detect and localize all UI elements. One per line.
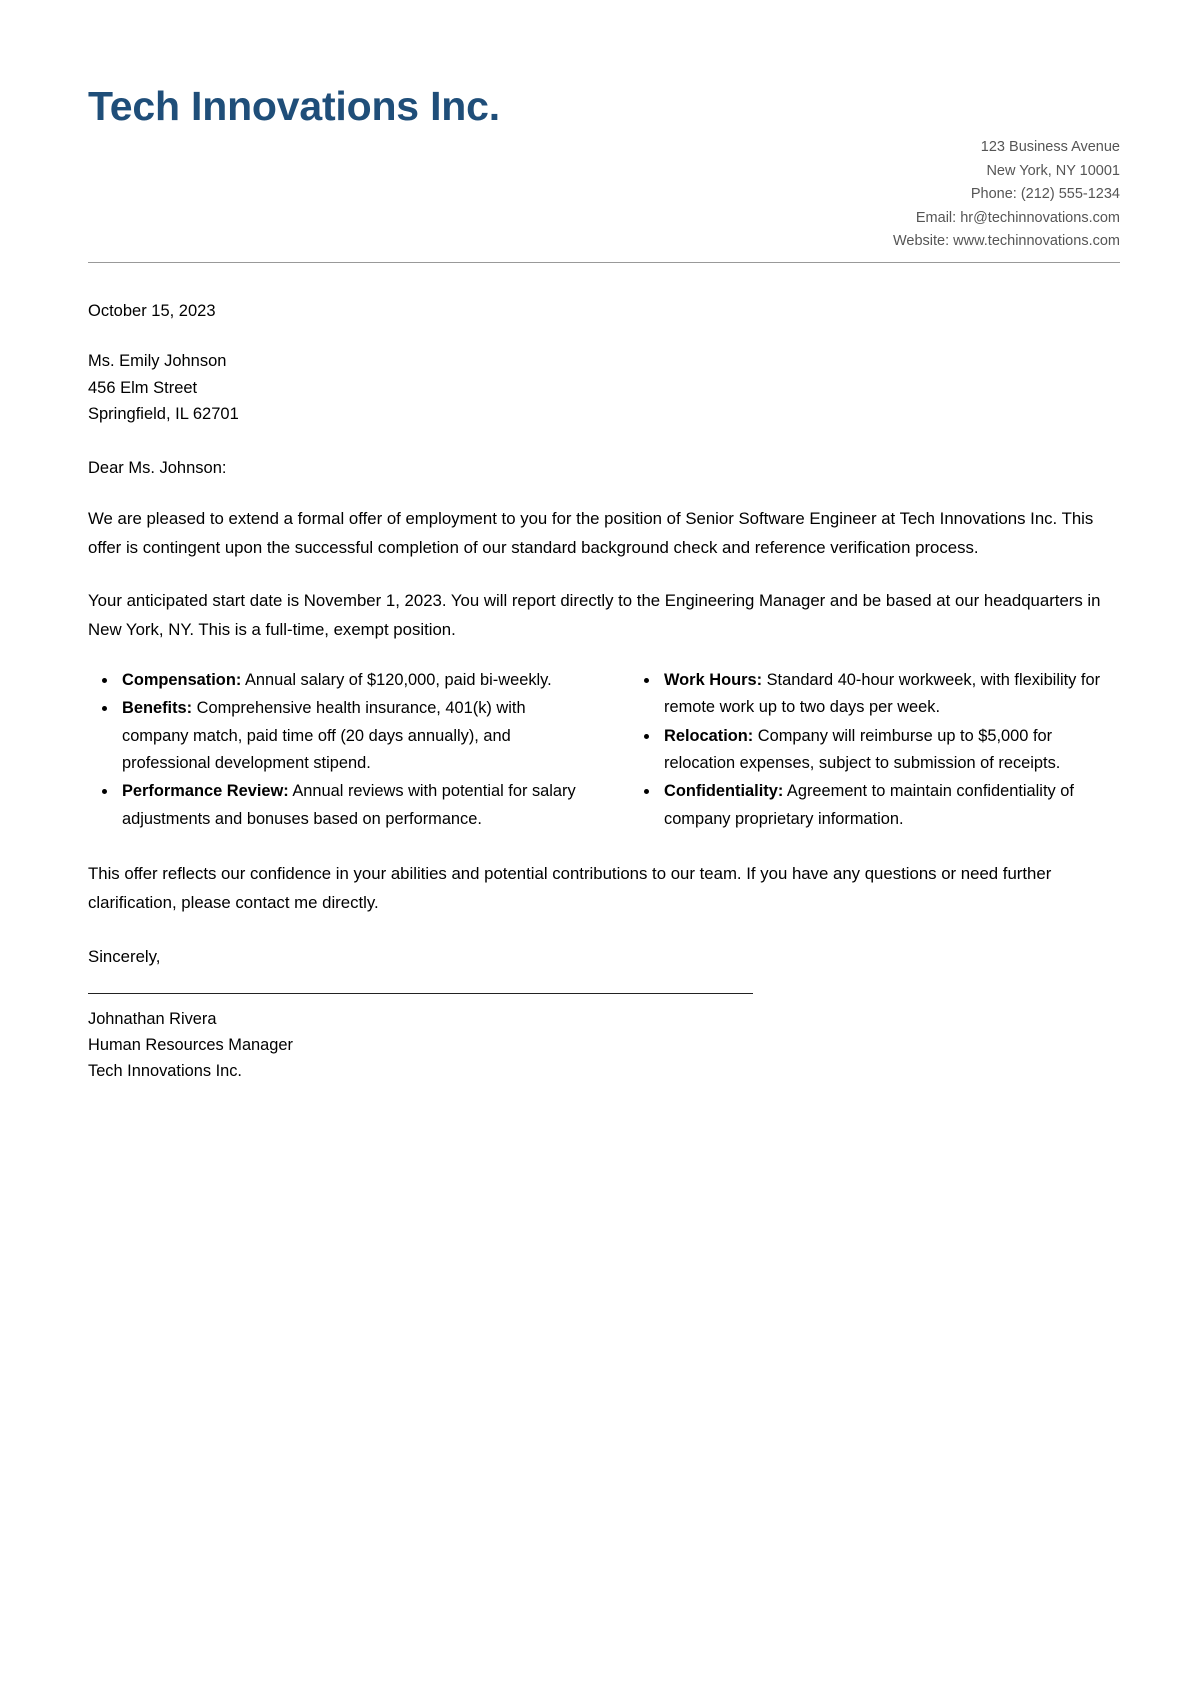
body-paragraph-2: Your anticipated start date is November 1, 2023. You will report directly to the Engineering Manager and be based at our headquarters in New York, NY. This is a full-time, exempt position. (88, 591, 1101, 639)
signatory-title: Human Resources Manager (88, 1036, 293, 1055)
term-text: Agreement to maintain confidentiality of company proprietary information. (664, 782, 1074, 828)
recipient-name: Ms. Emily Johnson (88, 351, 227, 370)
recipient-address (88, 348, 1120, 428)
company-name: Tech Innovations Inc. (88, 83, 500, 129)
contact-address-line: 123 Business Avenue (980, 138, 1120, 155)
contact-city-line: New York, NY 10001 (986, 162, 1120, 179)
body-paragraph-1: We are pleased to extend a formal offer of employment to you for the position of Senior Software Engineer at Tech Innovations Inc. This offer is contingent upon the successful completion of our standard background check and reference verification process. (88, 509, 1094, 558)
list-item (118, 667, 578, 694)
sign-off: Sincerely, (88, 947, 161, 967)
term-text: Annual reviews with potential for salary adjustments and bonuses based on performance. (122, 782, 576, 828)
list-item (118, 778, 578, 833)
term-text: Standard 40-hour workweek, with flexibility for remote work up to two days per week. (664, 670, 1101, 717)
letter-date: October 15, 2023 (88, 302, 216, 321)
letterhead (88, 72, 1120, 263)
term-label: Benefits: (122, 699, 193, 718)
signature-block (88, 993, 1120, 1085)
signatory-details (88, 1006, 1120, 1085)
header-divider (88, 262, 1120, 263)
term-label: Confidentiality: (664, 782, 784, 801)
closing-paragraph: This offer reflects our confidence in your abilities and potential contributions to our team. If you have any questions or need further clarification, please contact me directly. (88, 864, 1052, 913)
company-contact-block (88, 136, 1120, 262)
list-item (118, 695, 578, 777)
recipient-street: 456 Elm Street (88, 378, 198, 397)
terms-list-left (88, 667, 578, 833)
salutation: Dear Ms. Johnson: (88, 458, 227, 477)
term-label: Compensation: (122, 670, 242, 689)
term-text: Annual salary of $120,000, paid bi-weekly. (241, 670, 552, 689)
list-item (660, 778, 1120, 833)
terms-column-left (88, 667, 578, 834)
term-label: Performance Review: (122, 782, 289, 801)
list-item (660, 667, 1120, 722)
terms-list-right (630, 667, 1120, 833)
term-label: Work Hours: (664, 670, 763, 689)
terms-column-right (630, 667, 1120, 834)
list-item (660, 723, 1120, 778)
recipient-city: Springfield, IL 62701 (88, 405, 239, 424)
term-text: Comprehensive health insurance, 401(k) with company match, paid time off (20 days annually), and professional development stipend. (122, 699, 526, 773)
signature-line (88, 993, 753, 994)
signatory-name: Johnathan Rivera (88, 1009, 217, 1028)
employment-terms (88, 667, 1120, 834)
term-label: Relocation: (664, 726, 754, 745)
contact-phone-line: Phone: (212) 555-1234 (970, 186, 1120, 203)
signatory-company: Tech Innovations Inc. (88, 1062, 242, 1081)
term-text: Company will reimburse up to $5,000 for relocation expenses, subject to submission of receipts. (664, 726, 1061, 773)
contact-website-line: Website: www.techinnovations.com (892, 233, 1120, 250)
contact-email-line: Email: hr@techinnovations.com (915, 209, 1120, 226)
